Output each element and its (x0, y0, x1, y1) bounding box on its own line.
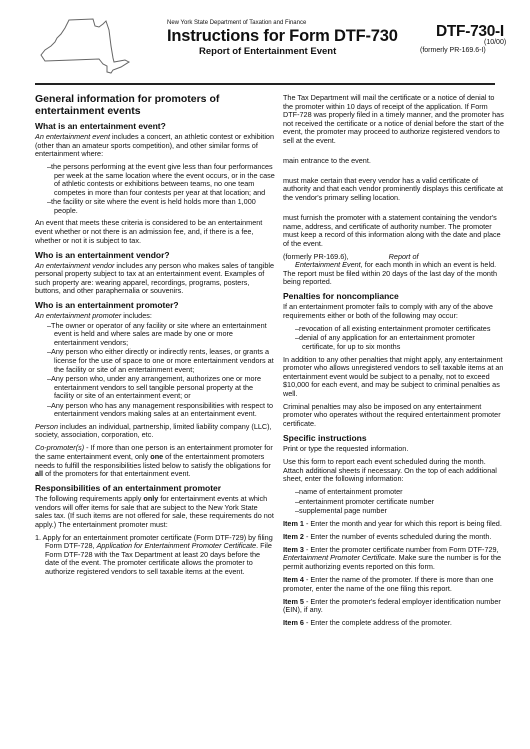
section-title-entertainment-vendor: Who is an entertainment vendor? (35, 249, 170, 260)
list-item: –Any person who either directly or indirectly rents, leases, or grants a license for the use of space to one or more entertainment vendors at the facility or site of an entertainment event; (47, 347, 274, 374)
paragraph: Use this form to report each event scheduled during the month. Attach additional sheets if necessary. On the top of each additional sheet, enter the following information: (283, 457, 497, 484)
promoter-list (35, 322, 275, 419)
paragraph: Co-promoter(s) - If more than one person is an entertainment promoter for the same entertainment event, only one of the entertainment promoters needs to fulfill the responsibilities listed below to satisfy the obligations for all of the promoters for that entertainment event. (35, 443, 273, 479)
list-item: –revocation of all existing entertainment promoter certificates (295, 323, 491, 333)
paragraph: main entrance to the event. (283, 155, 371, 165)
document-title: Instructions for Form DTF-730 (167, 27, 398, 45)
penalty-list (283, 325, 505, 352)
paragraph: An event that meets these criteria is considered to be an entertainment event whether or not there is an admission fee, and, if there is a fee, whether or not it is subject to tax. (35, 218, 263, 245)
main-heading: General information for promoters of entertainment events (35, 93, 220, 117)
document-subtitle: Report of Entertainment Event (199, 46, 337, 57)
form-id: DTF-730-I (436, 23, 504, 40)
paragraph: must make certain that every vendor has a valid certificate of authority and that each vendor prominently displays this certificate at the vendor's primary selling location. (283, 175, 504, 202)
list-item: –the facility or site where the event is held holds more than 1,000 people. (47, 197, 256, 215)
list-item: –the persons performing at the event give less than four performances per week at the same location where the event occurs, or in the case of athletic contests or exhibitions between teams, no one team competes in more than four contests per year at that location; and (47, 162, 275, 197)
paragraph: In addition to any other penalties that might apply, any entertainment promoter who allows unregistered vendors to sell taxable items at an entertainment event would be subject to a penalty, not to exceed $10,000 for each event, and may be subject to criminal penalties as well. (283, 354, 504, 398)
paragraph: An entertainment promoter includes: (35, 311, 152, 321)
left-column (35, 94, 275, 581)
section-title-responsibilities: Responsibilities of an entertainment promoter (35, 483, 222, 494)
paragraph: must furnish the promoter with a statement containing the vendor's name, address, and certificate of authority number. The promoter must keep a record of this information along with the date and place of the event. (283, 212, 501, 248)
paragraph: An entertainment vendor includes any person who makes sales of tangible personal property subject to tax at an entertainment event. Examples of such property are: wearing apparel, recordings, programs, posters, buttons, and other paraphernalia or souvenirs. (35, 260, 274, 296)
list-item: –name of entertainment promoter (295, 487, 403, 497)
section-title-penalties: Penalties for noncompliance (283, 291, 399, 302)
numbered-item: 1. Apply for an entertainment promoter certificate (Form DTF-729) by filing Form DTF-728, Application for Entertainment Promoter Certificate. File Form DTF-728 with the Tax Department at least 20 days before the date of the event. The promoter certificate allows the promoter to authorize registered vendors to sell taxable items at the event. (35, 532, 273, 576)
section-title-entertainment-promoter: Who is an entertainment promoter? (35, 300, 179, 311)
section-title-entertainment-event: What is an entertainment event? (35, 121, 166, 131)
paragraph: Print or type the requested information. (283, 443, 409, 453)
section-title-specific-instructions: Specific instructions (283, 432, 367, 443)
item-instruction: Item 4 - Enter the name of the promoter. If there is more than one promoter, enter the name of the one filing this report. (283, 575, 494, 593)
list-item: –Any person who has any management responsibilities with respect to entertainment vendors making sales at an entertainment event. (47, 400, 274, 419)
paragraph: An entertainment event includes a concert, an athletic contest or exhibition (other than an amateur sports competition), and other similar forms of entertainment where: (35, 132, 274, 159)
list-item: –denial of any application for an entertainment promoter certificate, for up to six months (295, 333, 475, 352)
item-instruction: Item 6 - Enter the complete address of the promoter. (283, 618, 452, 628)
item-instruction: Item 1 - Enter the month and year for which this report is being filed. (283, 518, 502, 528)
paragraph: If an entertainment promoter fails to comply with any of the above requirements either or both of the following may occur: (283, 302, 493, 320)
new-york-state-map-logo (33, 18, 131, 80)
paragraph: Person includes an individual, partnership, limited liability company (LLC), society, association, corporation, etc. (35, 421, 272, 440)
paragraph: The Tax Department will mail the certificate or a notice of denial to the promoter within 10 days of receipt of the application. If Form DTF-728 was properly filed in a timely manner, and the promoter has not received the certificate or a notice of denial before the start of the event, the promoter may proceed to authorize registered vendors to sell at the event. (283, 93, 504, 145)
form-former-id: (formerly PR-169.6-I) (420, 47, 486, 54)
form-date: (10/00) (484, 39, 507, 46)
supplemental-list (283, 488, 505, 516)
item-instruction: Item 2 - Enter the number of events scheduled during the month. (283, 531, 492, 541)
item-instruction: Item 5 - Enter the promoter's federal employer identification number (EIN), if any. (283, 596, 501, 615)
paragraph: Criminal penalties may also be imposed on any entertainment promoter who operates without the required entertainment promoter certificate. (283, 401, 501, 428)
paragraph: The following requirements apply only for entertainment events at which vendors will offer items for sale that are subject to the New York State sales tax. (If such items are not offered for sale, these requirements do not apply.) The entertainment promoter must: (35, 494, 274, 529)
list-item: –supplemental page number (295, 506, 387, 516)
paragraph: (formerly PR-169.6), Report of Entertainment Event, for each month in which an event is held. The report must be filed within 20 days of the last day of the month being reported. (283, 251, 497, 287)
right-column (283, 94, 505, 632)
list-item: –Any person who, under any arrangement, authorizes one or more entertainment vendors to sell tangible personal property at the facility or site of an entertainment event; or (47, 374, 261, 401)
list-item: –The owner or operator of any facility or site where an entertainment event is held and where sales are made by one or more entertainment vendors; (47, 320, 267, 347)
header-divider (35, 83, 495, 85)
agency-name: New York State Department of Taxation and Finance (167, 20, 307, 26)
item-instruction: Item 3 - Enter the promoter certificate number from Form DTF-729, Entertainment Promoter Certificate. Make sure the number is for the permit authorizing events reported on this form. (283, 544, 502, 571)
criteria-list (35, 163, 275, 215)
list-item: –entertainment promoter certificate number (295, 496, 435, 506)
